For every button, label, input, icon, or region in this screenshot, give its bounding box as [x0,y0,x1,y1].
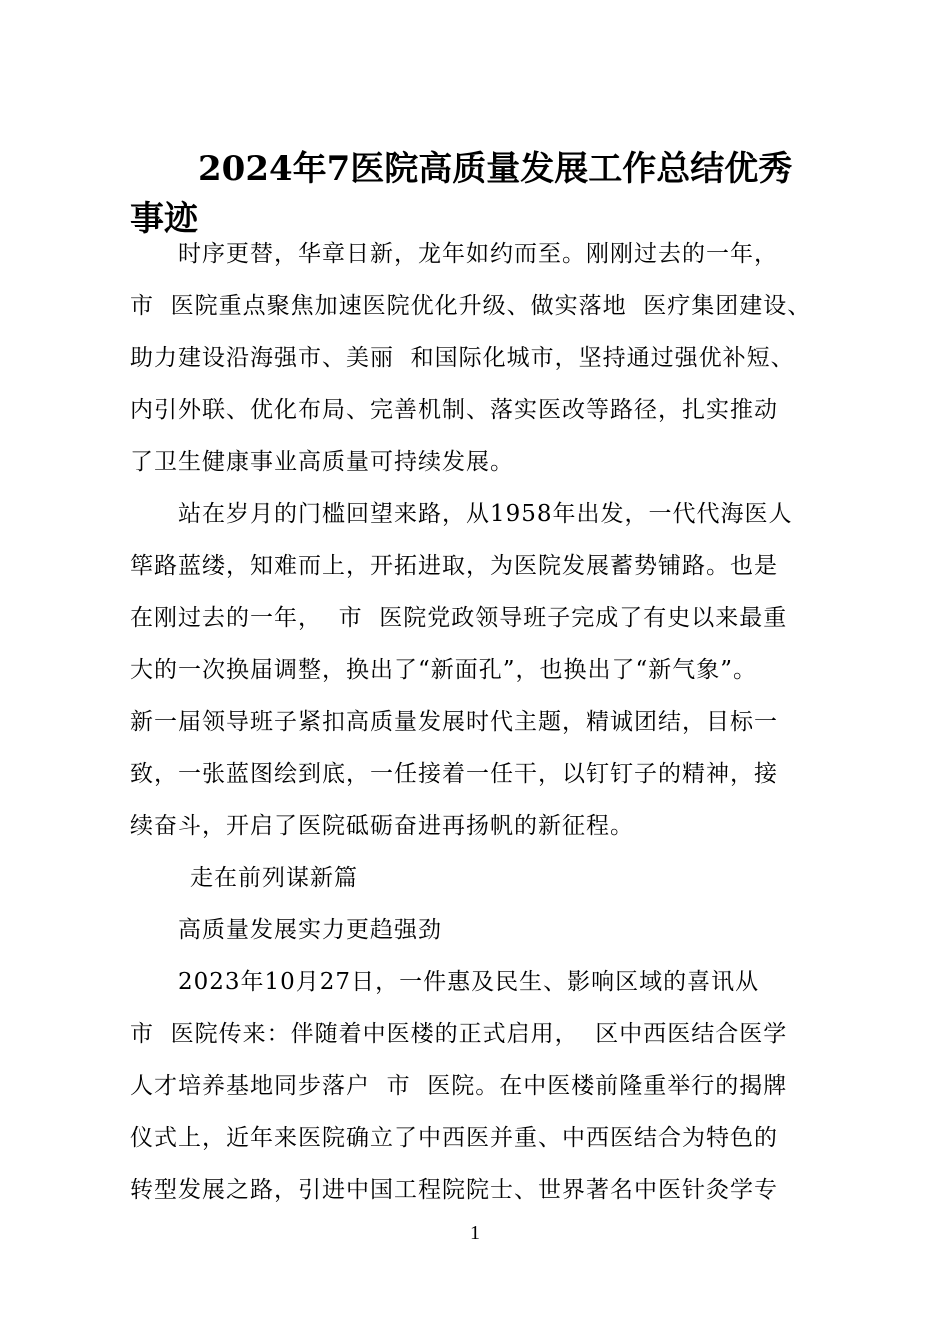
body-line: 助力建设沿海强市、美丽 和国际化城市，坚持通过强优补短、 [130,345,795,371]
title-line-1: 2024年7医院高质量发展工作总结优秀 [198,149,793,189]
body-line: 市 医院重点聚焦加速医院优化升级、做实落地 医疗集团建设、 [130,293,812,319]
body-line: 筚路蓝缕，知难而上，开拓进取，为医院发展蓄势铺路。也是 [130,553,778,579]
body-line: 致，一张蓝图绘到底，一任接着一任干，以钉钉子的精神，接 [130,761,778,787]
body-line: 2023年10月27日，一件惠及民生、影响区域的喜讯从 [178,969,760,995]
section-heading: 走在前列谋新篇 [190,865,358,891]
body-line: 在刚过去的一年， 市 医院党政领导班子完成了有史以来最重 [130,605,788,631]
body-line: 续奋斗，开启了医院砥砺奋进再扬帆的新征程。 [130,813,634,839]
body-line: 转型发展之路，引进中国工程院院士、世界著名中医针灸学专 [130,1177,778,1203]
body-line: 市 医院传来：伴随着中医楼的正式启用， 区中西医结合医学 [130,1021,788,1047]
body-line: 人才培养基地同步落户 市 医院。在中医楼前隆重举行的揭牌 [130,1073,788,1099]
body-line: 大的一次换届调整，换出了“新面孔”，也换出了“新气象”。 [130,657,758,683]
page-number: 1 [470,1222,480,1244]
body-line: 时序更替，华章日新，龙年如约而至。刚刚过去的一年， [178,241,778,267]
body-line: 内引外联、优化布局、完善机制、落实医改等路径，扎实推动 [130,397,778,423]
body-line: 仪式上，近年来医院确立了中西医并重、中西医结合为特色的 [130,1125,778,1151]
body-line: 新一届领导班子紧扣高质量发展时代主题，精诚团结，目标一 [130,709,778,735]
body-line: 站在岁月的门槛回望来路，从1958年出发，一代代海医人 [178,501,793,527]
title-line-2: 事迹 [130,199,198,239]
section-subheading: 高质量发展实力更趋强劲 [178,917,442,943]
document-body [130,228,850,1216]
body-line: 了卫生健康事业高质量可持续发展。 [130,449,514,475]
